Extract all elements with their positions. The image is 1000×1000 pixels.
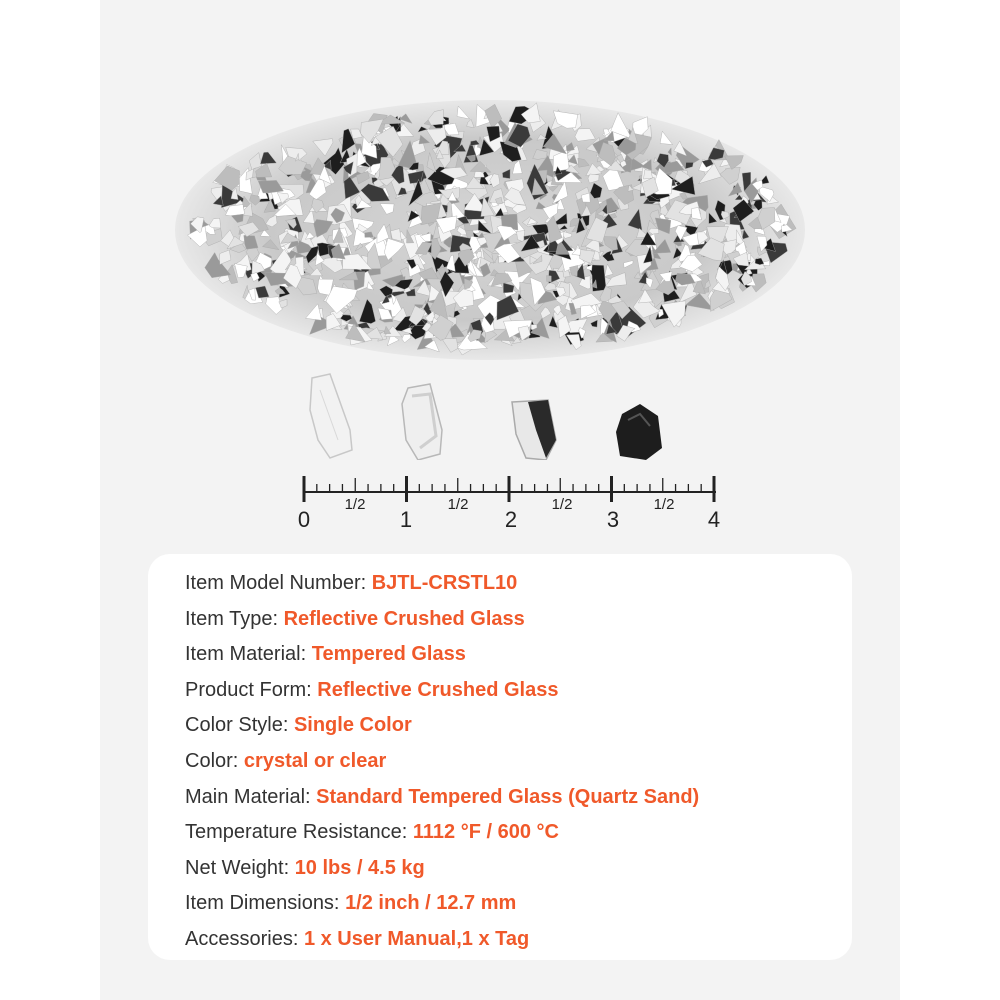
spec-label: Color Style:: [185, 714, 289, 737]
spec-label: Net Weight:: [185, 856, 290, 879]
clear-chip-block: [402, 384, 442, 460]
spec-row-color-style: [185, 708, 852, 744]
spec-label: Item Material:: [185, 643, 307, 666]
spec-row-item-type: [185, 602, 852, 638]
mirror-chip: [512, 400, 556, 460]
ruler-label-4: 4: [707, 507, 721, 532]
spec-row-product-form: [185, 673, 852, 709]
spec-label: Temperature Resistance:: [185, 821, 408, 844]
spec-card: [148, 554, 852, 960]
spec-value: crystal or clear: [243, 749, 387, 772]
spec-value: 10 lbs / 4.5 kg: [294, 856, 425, 879]
glass-shard: [547, 276, 552, 282]
glass-shard: [644, 170, 653, 179]
ruler-label-3: 3: [606, 507, 620, 532]
spec-value: Reflective Crushed Glass: [317, 678, 559, 701]
spec-label: Product Form:: [185, 678, 312, 701]
glass-chip-samples: [290, 370, 730, 460]
spec-row-accessories: [185, 922, 852, 958]
spec-label: Item Type:: [185, 607, 279, 630]
spec-row-item-material: [185, 637, 852, 673]
spec-value: Single Color: [293, 714, 412, 737]
spec-label: Accessories:: [185, 927, 299, 950]
spec-label: Color:: [185, 749, 239, 772]
spec-row-main-material: [185, 780, 852, 816]
spec-value: 1112 °F / 600 °C: [412, 821, 559, 844]
spec-label: Item Model Number:: [185, 572, 367, 594]
spec-label: Item Dimensions:: [185, 892, 340, 915]
spec-row-model-number: [185, 566, 852, 602]
spec-row-temperature-resistance: [185, 815, 852, 851]
crushed-glass-pile-image: [160, 70, 840, 380]
ruler-label-1: 1: [399, 507, 413, 532]
dark-chip: [616, 404, 662, 460]
spec-value: 1/2 inch / 12.7 mm: [345, 892, 517, 915]
spec-row-color: [185, 744, 852, 780]
spec-value: Reflective Crushed Glass: [283, 607, 525, 630]
ruler-half-label-2: 1/2: [551, 496, 573, 513]
measurement-ruler: [280, 455, 740, 535]
spec-value: Standard Tempered Glass (Quartz Sand): [316, 785, 700, 808]
ruler-half-label-3: 1/2: [653, 496, 675, 513]
spec-row-item-dimensions: [185, 886, 852, 922]
spec-value: BJTL-CRSTL10: [371, 572, 518, 594]
spec-label: Main Material:: [185, 785, 311, 808]
clear-chip-shard: [310, 374, 352, 458]
spec-row-net-weight: [185, 851, 852, 887]
ruler-half-label-1: 1/2: [447, 496, 469, 513]
spec-value: 1 x User Manual,1 x Tag: [303, 927, 530, 950]
ruler-label-0: 0: [297, 507, 311, 532]
ruler-label-2: 2: [504, 507, 518, 532]
ruler-half-label-0: 1/2: [344, 496, 366, 513]
spec-value: Tempered Glass: [311, 643, 466, 666]
